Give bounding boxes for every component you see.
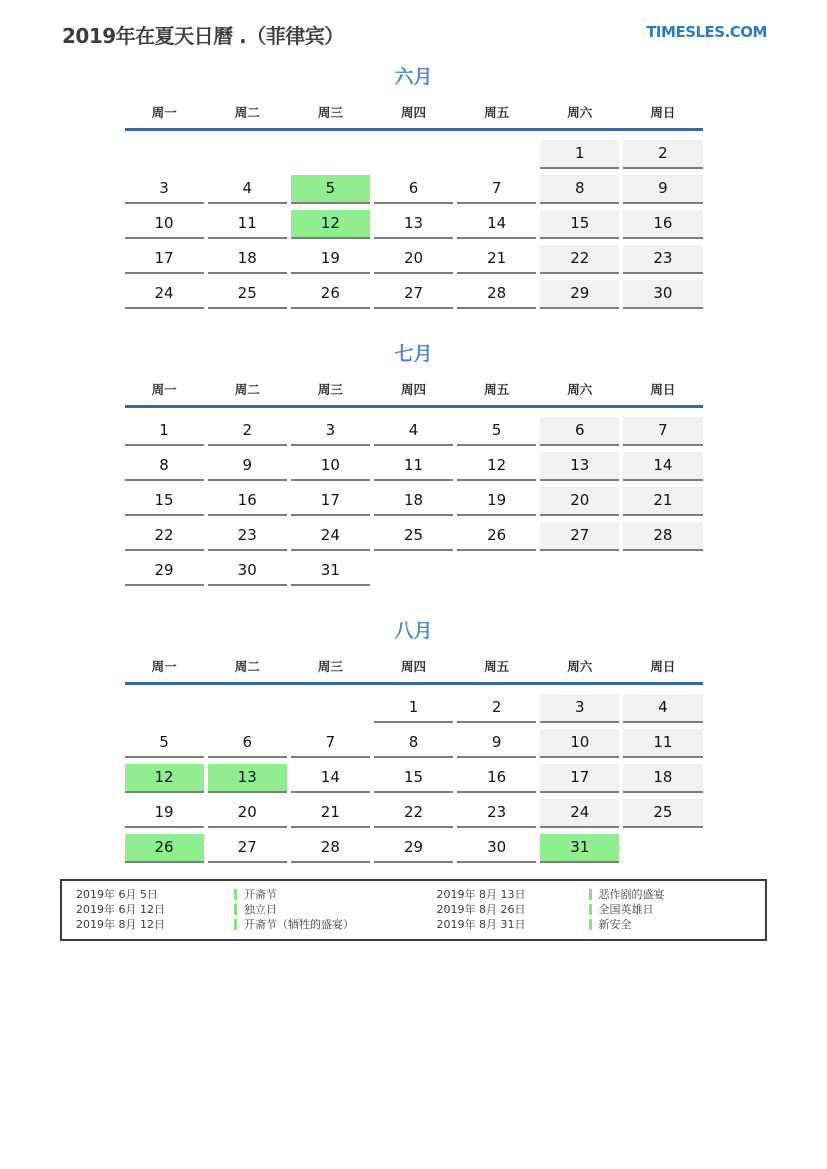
- day-cell: 23: [623, 245, 702, 274]
- day-cell: 23: [208, 522, 287, 551]
- empty-day-cell: [623, 557, 702, 586]
- weekday-label: 周五: [484, 382, 510, 397]
- weekday-label: 周一: [151, 382, 177, 397]
- legend-green-bar-icon: [589, 889, 592, 900]
- day-cell: 16: [623, 210, 702, 239]
- month-divider: [125, 682, 703, 685]
- day-cell: 8: [374, 729, 453, 758]
- empty-day-cell: [208, 140, 287, 169]
- month-divider: [125, 128, 703, 131]
- day-cell: 21: [291, 799, 370, 828]
- day-cell: 11: [208, 210, 287, 239]
- day-cell: 29: [374, 834, 453, 863]
- day-cell: 4: [374, 417, 453, 446]
- day-grid-july: [125, 417, 703, 586]
- day-cell: 27: [374, 280, 453, 309]
- day-cell: 17: [125, 245, 204, 274]
- weekday-header-row: [125, 657, 703, 675]
- day-cell: 24: [125, 280, 204, 309]
- weekday-label: 周六: [567, 382, 593, 397]
- day-cell: 7: [623, 417, 702, 446]
- weekday-label: 周一: [151, 659, 177, 674]
- day-cell: 1: [374, 694, 453, 723]
- weekday-label: 周二: [234, 659, 260, 674]
- weekday-label: 周四: [400, 105, 426, 120]
- legend-column-left: [76, 888, 437, 931]
- legend-green-bar-icon: [234, 919, 237, 930]
- day-cell: 13: [208, 764, 287, 793]
- day-cell: 26: [125, 834, 204, 863]
- day-cell: 23: [457, 799, 536, 828]
- legend-date: 2019年 6月 12日: [76, 903, 165, 916]
- legend-green-bar-icon: [589, 919, 592, 930]
- day-cell: 9: [457, 729, 536, 758]
- day-cell: 18: [623, 764, 702, 793]
- empty-day-cell: [208, 694, 287, 723]
- weekday-label: 周四: [400, 382, 426, 397]
- weekday-label: 周六: [567, 105, 593, 120]
- day-cell: 6: [540, 417, 619, 446]
- day-cell: 18: [374, 487, 453, 516]
- day-cell: 29: [540, 280, 619, 309]
- day-cell: 11: [374, 452, 453, 481]
- legend-label: 独立日: [234, 903, 437, 916]
- day-cell: 28: [623, 522, 702, 551]
- day-cell: 24: [291, 522, 370, 551]
- day-cell: 11: [623, 729, 702, 758]
- day-cell: 21: [457, 245, 536, 274]
- day-cell: 30: [208, 557, 287, 586]
- day-cell: 5: [125, 729, 204, 758]
- day-cell: 8: [540, 175, 619, 204]
- day-cell: 7: [291, 729, 370, 758]
- day-cell: 22: [374, 799, 453, 828]
- day-cell: 8: [125, 452, 204, 481]
- day-grid-august: [125, 694, 703, 863]
- day-cell: 4: [208, 175, 287, 204]
- day-cell: 31: [540, 834, 619, 863]
- weekday-header-row: [125, 103, 703, 121]
- weekday-label: 周日: [650, 659, 676, 674]
- day-cell: 28: [291, 834, 370, 863]
- day-cell: 30: [457, 834, 536, 863]
- month-section-july: [125, 339, 703, 586]
- empty-day-cell: [540, 557, 619, 586]
- weekday-label: 周二: [234, 105, 260, 120]
- weekday-label: 周二: [234, 382, 260, 397]
- legend-date: 2019年 8月 26日: [436, 903, 526, 916]
- day-cell: 28: [457, 280, 536, 309]
- site-logo-link[interactable]: TIMESLES.COM: [646, 23, 767, 41]
- day-cell: 22: [540, 245, 619, 274]
- weekday-label: 周日: [650, 382, 676, 397]
- empty-day-cell: [125, 140, 204, 169]
- day-cell: 17: [540, 764, 619, 793]
- day-cell: 19: [457, 487, 536, 516]
- day-cell: 26: [291, 280, 370, 309]
- legend-date: 2019年 8月 12日: [76, 918, 165, 931]
- day-cell: 22: [125, 522, 204, 551]
- day-cell: 7: [457, 175, 536, 204]
- day-cell: 27: [540, 522, 619, 551]
- day-cell: 14: [623, 452, 702, 481]
- page-header: [0, 0, 827, 52]
- legend-date: 2019年 6月 5日: [76, 888, 158, 901]
- day-grid-june: [125, 140, 703, 309]
- day-cell: 5: [457, 417, 536, 446]
- day-cell: 16: [208, 487, 287, 516]
- day-cell: 2: [208, 417, 287, 446]
- empty-day-cell: [457, 140, 536, 169]
- month-title-june: 六月: [394, 66, 433, 88]
- weekday-label: 周六: [567, 659, 593, 674]
- day-cell: 27: [208, 834, 287, 863]
- day-cell: 30: [623, 280, 702, 309]
- day-cell: 4: [623, 694, 702, 723]
- day-cell: 12: [125, 764, 204, 793]
- weekday-label: 周三: [317, 382, 343, 397]
- month-title-july: 七月: [394, 343, 433, 365]
- weekday-header-row: [125, 380, 703, 398]
- day-cell: 31: [291, 557, 370, 586]
- day-cell: 9: [208, 452, 287, 481]
- legend-label: 开斋节: [234, 888, 437, 901]
- day-cell: 15: [374, 764, 453, 793]
- empty-day-cell: [623, 834, 702, 863]
- day-cell: 20: [540, 487, 619, 516]
- day-cell: 1: [125, 417, 204, 446]
- legend-green-bar-icon: [234, 904, 237, 915]
- month-divider: [125, 405, 703, 408]
- day-cell: 12: [457, 452, 536, 481]
- legend-date: 2019年 8月 13日: [436, 888, 526, 901]
- empty-day-cell: [374, 557, 453, 586]
- day-cell: 6: [374, 175, 453, 204]
- page-title: 2019年在夏天日曆 .（菲律宾）: [62, 24, 344, 48]
- day-cell: 24: [540, 799, 619, 828]
- weekday-label: 周四: [400, 659, 426, 674]
- day-cell: 10: [125, 210, 204, 239]
- legend-label: 开斋节（牺牲的盛宴）: [234, 918, 437, 931]
- day-cell: 3: [540, 694, 619, 723]
- day-cell: 12: [291, 210, 370, 239]
- day-cell: 10: [540, 729, 619, 758]
- weekday-label: 周三: [317, 105, 343, 120]
- weekday-label: 周五: [484, 105, 510, 120]
- day-cell: 2: [457, 694, 536, 723]
- weekday-label: 周三: [317, 659, 343, 674]
- legend-column-right: [437, 888, 751, 931]
- legend-label: 恶作剧的盛宴: [589, 888, 751, 901]
- day-cell: 13: [540, 452, 619, 481]
- legend-date: 2019年 8月 31日: [436, 918, 526, 931]
- day-cell: 6: [208, 729, 287, 758]
- day-cell: 16: [457, 764, 536, 793]
- empty-day-cell: [291, 140, 370, 169]
- day-cell: 9: [623, 175, 702, 204]
- day-cell: 1: [540, 140, 619, 169]
- weekday-label: 周五: [484, 659, 510, 674]
- weekday-label: 周一: [151, 105, 177, 120]
- empty-day-cell: [457, 557, 536, 586]
- month-section-august: [125, 616, 703, 863]
- day-cell: 14: [457, 210, 536, 239]
- day-cell: 2: [623, 140, 702, 169]
- day-cell: 21: [623, 487, 702, 516]
- day-cell: 10: [291, 452, 370, 481]
- day-cell: 15: [540, 210, 619, 239]
- holiday-legend-box: [60, 879, 767, 941]
- day-cell: 3: [291, 417, 370, 446]
- day-cell: 13: [374, 210, 453, 239]
- month-section-june: [125, 62, 703, 309]
- legend-green-bar-icon: [589, 904, 592, 915]
- empty-day-cell: [374, 140, 453, 169]
- day-cell: 20: [208, 799, 287, 828]
- day-cell: 5: [291, 175, 370, 204]
- empty-day-cell: [125, 694, 204, 723]
- day-cell: 20: [374, 245, 453, 274]
- legend-label: 新安全: [589, 918, 751, 931]
- day-cell: 25: [374, 522, 453, 551]
- day-cell: 18: [208, 245, 287, 274]
- day-cell: 29: [125, 557, 204, 586]
- day-cell: 14: [291, 764, 370, 793]
- day-cell: 25: [623, 799, 702, 828]
- day-cell: 19: [291, 245, 370, 274]
- day-cell: 3: [125, 175, 204, 204]
- day-cell: 25: [208, 280, 287, 309]
- legend-green-bar-icon: [234, 889, 237, 900]
- month-title-august: 八月: [394, 620, 433, 642]
- day-cell: 26: [457, 522, 536, 551]
- weekday-label: 周日: [650, 105, 676, 120]
- day-cell: 15: [125, 487, 204, 516]
- day-cell: 17: [291, 487, 370, 516]
- legend-label: 全国英雄日: [589, 903, 751, 916]
- empty-day-cell: [291, 694, 370, 723]
- day-cell: 19: [125, 799, 204, 828]
